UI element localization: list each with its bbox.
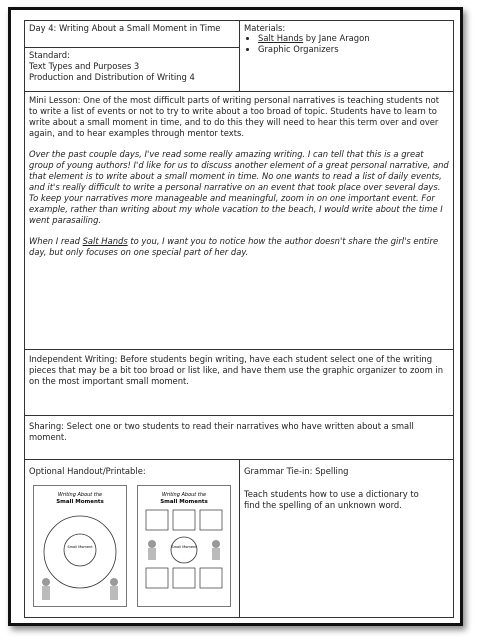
thumb-title: Writing About the: [57, 492, 103, 498]
thumb-center-label: Small Moment: [171, 545, 197, 549]
child-icon: [110, 578, 118, 586]
day-title: Day 4: Writing About a Small Moment in Time: [29, 23, 221, 33]
thumb-subtitle: Small Moments: [160, 499, 208, 505]
lesson-plan-table: [24, 20, 454, 618]
book-title: Salt Hands: [82, 236, 128, 246]
independent-writing-row: [25, 349, 453, 415]
grammar-text: Teach students how to use a dictionary to find the spelling of an unknown word.: [244, 489, 419, 510]
handout-thumbnail-1: [33, 485, 127, 607]
organizer-box: [146, 510, 168, 530]
mini-lesson-script: Over the past couple days, I've read some really amazing writing. I can tell that this is a great group of young authors! I'd like for us to discuss another element of a great personal narrative, and that element is to write about a small moment in time. No one wants to read a list of daily events, and it's really difficult to write a personal narrative on an event that took place over several days. To keep your narratives more manageable and meaningful, zoom in on one important event. For example, rather than writing about my whole vacation to the beach, I would write about the time I went parasailing.: [29, 149, 449, 225]
materials-list-cell: [239, 33, 453, 91]
child-icon-body: [110, 586, 118, 600]
child-icon-body: [42, 586, 50, 600]
standard-line: Production and Distribution of Writing 4: [29, 72, 195, 82]
organizer-box: [173, 510, 195, 530]
thumb-center-label: Small Moment: [67, 545, 93, 549]
sharing: Sharing: Select one or two students to read their narratives who have written about a small moment.: [29, 421, 414, 442]
child-icon-body: [212, 548, 220, 560]
mini-lesson-intro: Mini Lesson: One of the most difficult parts of writing personal narratives is teaching students not to write a list of events or not to try to write about a too broad of topic. Students have to learn to write about a small moment in time, and to do this they will need to hear this term over and over again, and to hear examples through mentor texts.: [29, 95, 440, 138]
standard-line: Text Types and Purposes 3: [29, 61, 140, 71]
book-title: Salt Hands: [258, 33, 304, 43]
organizer-box: [200, 510, 222, 530]
grammar-label: Grammar Tie-in: Spelling: [244, 466, 349, 476]
independent-writing: Independent Writing: Before students begin writing, have each student select one of the writing pieces that may be a bit too broad or list like, and have them use the graphic organizer to zoom in on the most important small moment.: [29, 354, 444, 386]
materials-item-text: Graphic Organizers: [258, 44, 339, 54]
materials-item-text: by Jane Aragon: [303, 33, 370, 43]
organizer-box: [200, 568, 222, 588]
handout-thumbnail-2: [137, 485, 231, 607]
materials-list: [244, 33, 449, 55]
mini-lesson-cell: [25, 92, 453, 349]
thumb-title: Writing About the: [161, 492, 207, 498]
organizer-graphic: [138, 486, 230, 606]
organizer-box: [173, 568, 195, 588]
center-circle: [171, 537, 197, 563]
mini-lesson-script-2: [29, 236, 449, 258]
materials-item: [258, 44, 449, 55]
standard-label: Standard:: [29, 50, 70, 60]
handout-thumbnails: [29, 485, 235, 607]
standard-cell: [25, 47, 239, 91]
child-icon: [148, 540, 156, 548]
child-icon-body: [148, 548, 156, 560]
organizer-box: [146, 568, 168, 588]
child-icon: [212, 540, 220, 548]
materials-item: [258, 33, 449, 44]
handout-label: Optional Handout/Printable:: [29, 466, 146, 476]
grammar-cell: [239, 460, 453, 617]
script-text: When I read: [29, 236, 83, 246]
organizer-graphic: [34, 486, 126, 606]
child-icon: [42, 578, 50, 586]
outer-circle: [44, 516, 116, 588]
script-text: to you, I want you to notice how the author doesn't share the girl's entire day, but only focuses on one special part of her day.: [29, 236, 439, 257]
inner-circle: [64, 534, 96, 566]
thumb-subtitle: Small Moments: [56, 499, 104, 505]
materials-label: Materials:: [244, 23, 286, 33]
bottom-row: [25, 459, 453, 617]
standard-row: [25, 33, 453, 91]
sharing-row: [25, 415, 453, 459]
mini-lesson-row: [25, 91, 453, 349]
handout-cell: [25, 460, 239, 617]
